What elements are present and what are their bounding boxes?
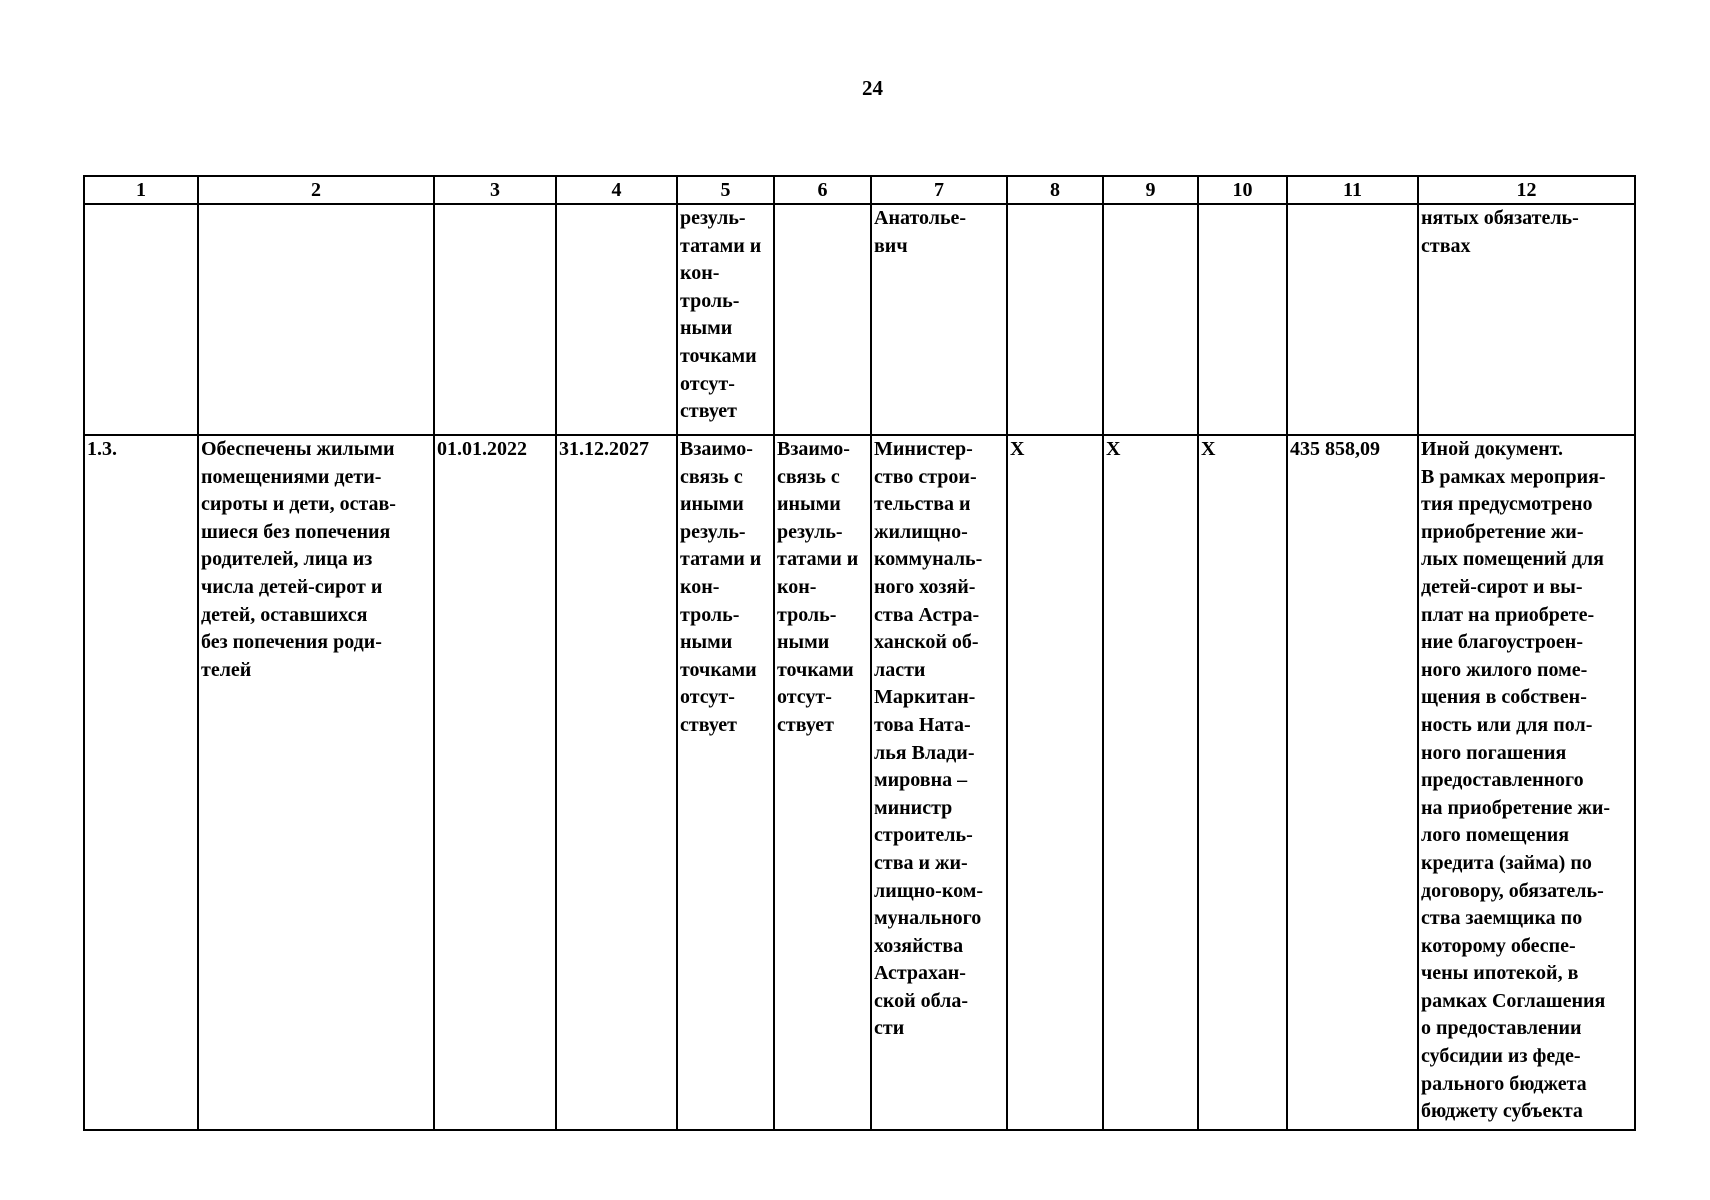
cell-text: Министер- ство строи- тельства и жилищно- коммуналь- ного хозяй- ства Астра- ханской об- ласти Маркитан- това Ната- лья Влади- мировна – министр строитель- ства и жи- лищно-ком- мунального хозяйства Астрахан- ской обла- сти	[874, 438, 983, 1040]
header-cell-1: 1	[84, 176, 198, 204]
cell-text: резуль- татами и кон- троль- ными точками отсут- ствует	[680, 207, 762, 423]
cell-text: Анатолье- вич	[874, 207, 967, 257]
cell-interrelation	[677, 204, 774, 435]
header-cell-4: 4	[556, 176, 677, 204]
cell-interrelation	[774, 435, 871, 1130]
cell-document	[1418, 204, 1635, 435]
header-cell-2: 2	[198, 176, 434, 204]
cell-responsible	[871, 204, 1007, 435]
header-row	[84, 176, 1635, 204]
cell-responsible	[871, 435, 1007, 1130]
program-table	[83, 175, 1636, 1131]
cell-document	[1418, 435, 1635, 1130]
cell	[434, 204, 556, 435]
cell-number: 1.3.	[84, 435, 198, 1130]
cell-text: Взаимо- связь с иными резуль- татами и кон- троль- ными точками отсут- ствует	[680, 438, 762, 736]
cell-result-name	[198, 435, 434, 1130]
cell	[556, 204, 677, 435]
cell-mark: X	[1103, 435, 1198, 1130]
header-cell-8: 8	[1007, 176, 1103, 204]
cell-text: Иной документ. В рамках мероприя- тия предусмотрено приобретение жи- лых помещений для детей-сирот и вы- плат на приобрете- ние благоустроен- ного жилого поме- щения в собствен- ность или для пол- ного погашения предоставленного на приобретение жи- лого помещения кредита (займа) по договору, обязатель- ства заемщика по которому обеспе- чены ипотекой, в рамках Соглашения о предоставлении субсидии из феде- рального бюджета бюджету субъекта	[1421, 438, 1611, 1123]
header-cell-12: 12	[1418, 176, 1635, 204]
header-cell-7: 7	[871, 176, 1007, 204]
cell-text: нятых обязатель- ствах	[1421, 207, 1579, 257]
cell-text: Обеспечены жилыми помещениями дети- сироты и дети, остав- шиеся без попечения родителей, лица из числа детей-сирот и детей, оставшихся без попечения роди- телей	[201, 438, 396, 681]
cell	[84, 204, 198, 435]
header-cell-9: 9	[1103, 176, 1198, 204]
page-number: 24	[862, 76, 883, 100]
cell-start-date: 01.01.2022	[434, 435, 556, 1130]
cell	[1198, 204, 1287, 435]
cell-text: Взаимо- связь с иными резуль- татами и кон- троль- ными точками отсут- ствует	[777, 438, 859, 736]
header-cell-11: 11	[1287, 176, 1418, 204]
header-cell-6: 6	[774, 176, 871, 204]
cell-end-date: 31.12.2027	[556, 435, 677, 1130]
cell-mark: X	[1198, 435, 1287, 1130]
table-row	[84, 435, 1635, 1130]
cell-interrelation	[677, 435, 774, 1130]
cell	[198, 204, 434, 435]
header-cell-3: 3	[434, 176, 556, 204]
header-cell-10: 10	[1198, 176, 1287, 204]
header-cell-5: 5	[677, 176, 774, 204]
cell	[1007, 204, 1103, 435]
cell	[1103, 204, 1198, 435]
cell	[1287, 204, 1418, 435]
cell	[774, 204, 871, 435]
cell-mark: X	[1007, 435, 1103, 1130]
table-row-continuation	[84, 204, 1635, 435]
cell-amount: 435 858,09	[1287, 435, 1418, 1130]
